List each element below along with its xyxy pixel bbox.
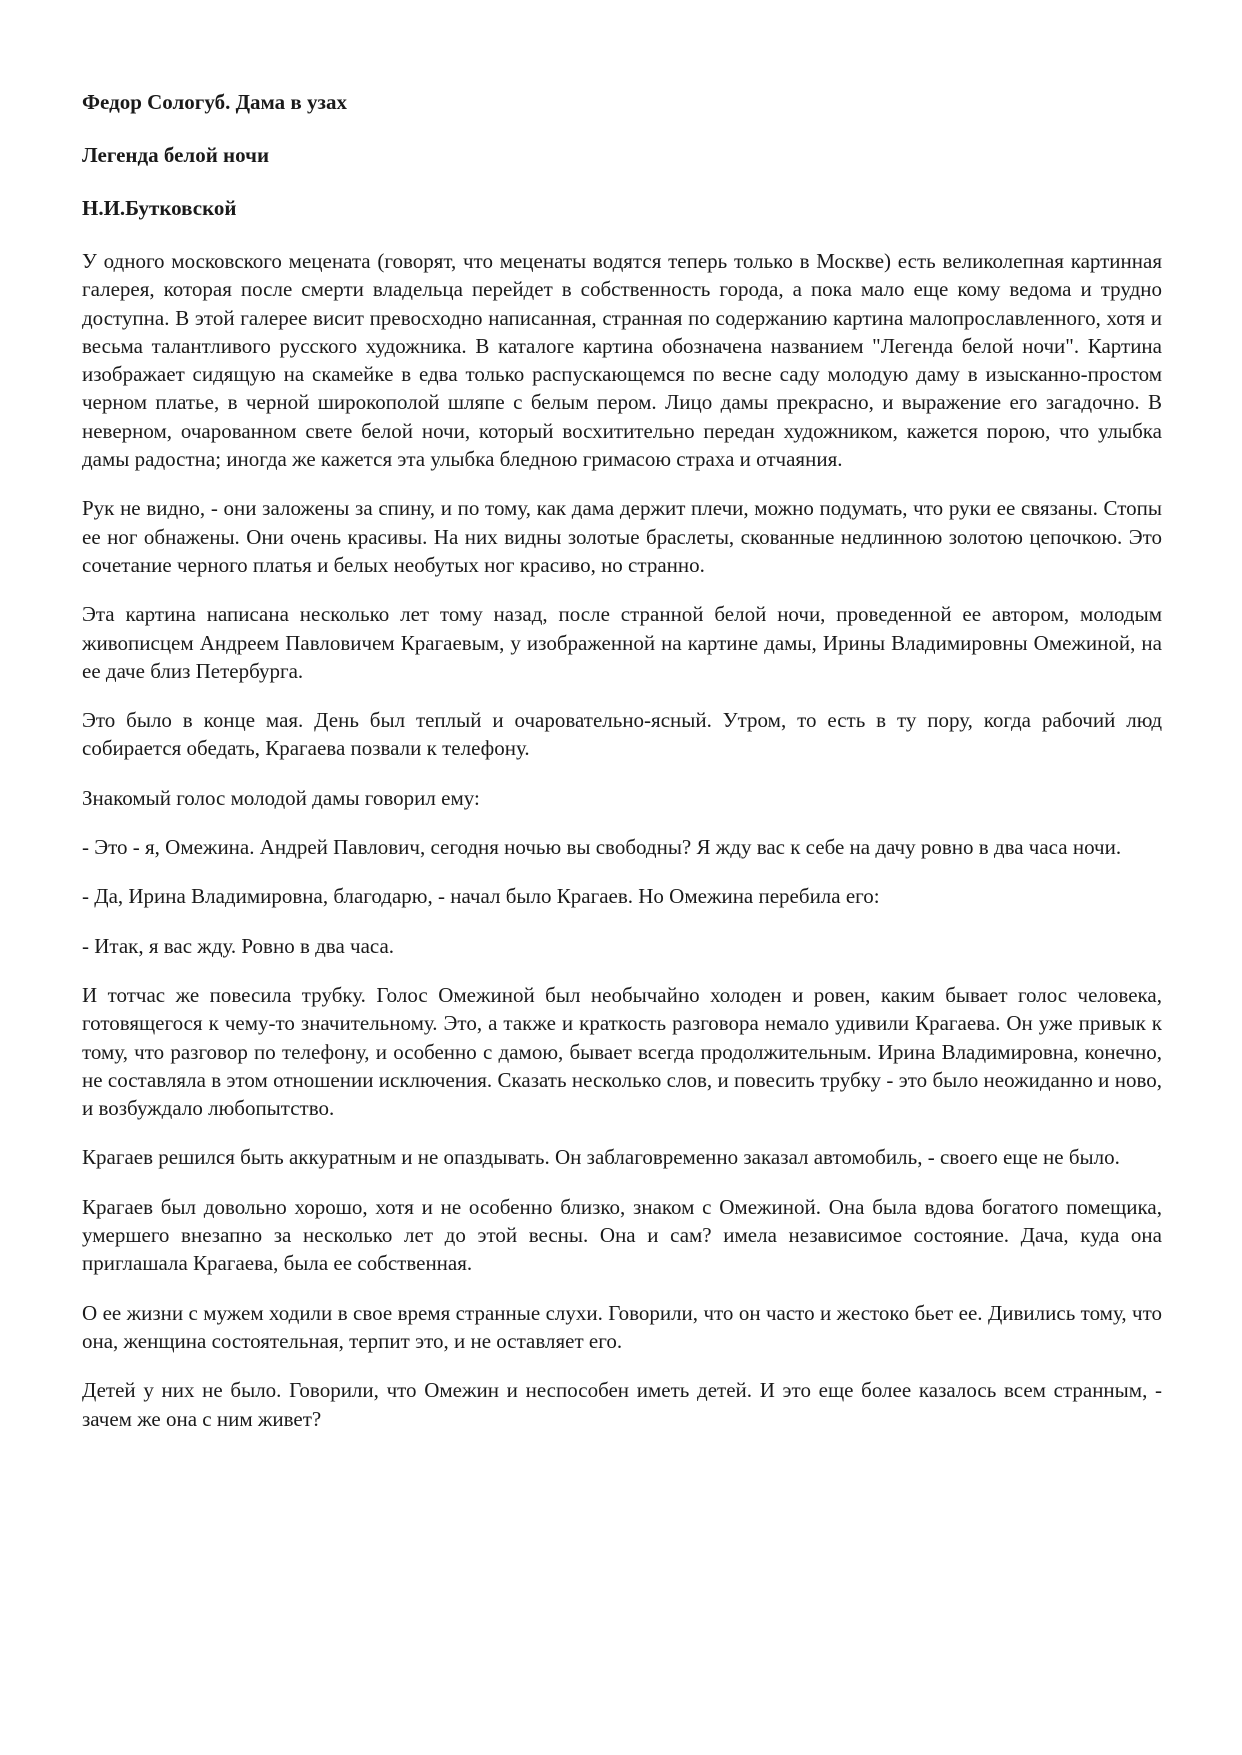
paragraph: О ее жизни с мужем ходили в свое время странные слухи. Говорили, что он часто и жестоко бьет ее. Дивились тому, что она, женщина состоятельная, терпит это, и не оставляет его.	[82, 1300, 1162, 1353]
paragraph: Детей у них не было. Говорили, что Омежин и неспособен иметь детей. И это еще более казалось всем странным, - зачем же она с ним живет?	[82, 1378, 1162, 1431]
paragraph: - Да, Ирина Владимировна, благодарю, - начал было Крагаев. Но Омежина перебила его:	[82, 884, 880, 909]
paragraph: Знакомый голос молодой дамы говорил ему:	[82, 785, 480, 810]
paragraph: - Это - я, Омежина. Андрей Павлович, сегодня ночью вы свободны? Я жду вас к себе на дачу ровно в два часа ночи.	[82, 835, 1122, 860]
dedication: Н.И.Бутковской	[82, 196, 237, 220]
paragraph: Рук не видно, - они заложены за спину, и по тому, как дама держит плечи, можно подумать, что руки ее связаны. Стопы ее ног обнажены. Они очень красивы. На них видны золотые браслеты, скованные недлинною золотою цепочкою. Это сочетание черного платья и белых необутых ног красиво, но странно.	[82, 496, 1162, 577]
paragraph: Эта картина написана несколько лет тому назад, после странной белой ночи, проведенной ее автором, молодым живописцем Андреем Павловичем Крагаевым, у изображенной на картине дамы, Ирины Владимировны Омежиной, на ее даче близ Петербурга.	[82, 602, 1162, 683]
paragraph: И тотчас же повесила трубку. Голос Омежиной был необычайно холоден и ровен, каким бывает голос человека, готовящегося к чему-то значительному. Это, а также и краткость разговора немало удивили Крагаева. Он уже привык к тому, что разговор по телефону, и особенно с дамою, бывает всегда продолжительным. Ирина Владимировна, конечно, не составляла в этом отношении исключения. Сказать несколько слов, и повесить трубку - это было неожиданно и ново, и возбуждало любопытство.	[82, 982, 1162, 1121]
paragraph: Крагаев был довольно хорошо, хотя и не особенно близко, знаком с Омежиной. Она была вдова богатого помещика, умершего внезапно за несколько лет до этой весны. Она и сам? имела независимое состояние. Дача, куда она приглашала Крагаева, была ее собственная.	[82, 1194, 1162, 1276]
document-page	[82, 88, 1162, 1454]
paragraph: Это было в конце мая. День был теплый и очаровательно-ясный. Утром, то есть в ту пору, когда рабочий люд собирается обедать, Крагаева позвали к телефону.	[82, 708, 1162, 761]
paragraph: - Итак, я вас жду. Ровно в два часа.	[82, 933, 395, 958]
paragraph: У одного московского мецената (говорят, что меценаты водятся теперь только в Москве) есть великолепная картинная галерея, которая после смерти владельца перейдет в собственность города, а пока мало еще кому ведома и трудно доступна. В этой галерее висит превосходно написанная, странная по содержанию картина малопрославленного, хотя и весьма талантливого русского художника. В каталоге картина обозначена названием "Легенда белой ночи". Картина изображает сидящую на скамейке в едва только распускающемся по весне саду молодую даму в изысканно-простом черном платье, в черной широкополой шляпе с белым пером. Лицо дамы прекрасно, и выражение его загадочно. В неверном, очарованном свете белой ночи, который восхитительно передан художником, кажется порою, что улыбка дамы радостна; иногда же кажется эта улыбка бледною гримасою страха и отчаяния.	[82, 249, 1162, 472]
story-title: Легенда белой ночи	[82, 143, 270, 167]
book-title: Федор Сологуб. Дама в узах	[82, 90, 347, 114]
paragraph: Крагаев решился быть аккуратным и не опаздывать. Он заблаговременно заказал автомобиль, - своего еще не было.	[82, 1145, 1120, 1170]
